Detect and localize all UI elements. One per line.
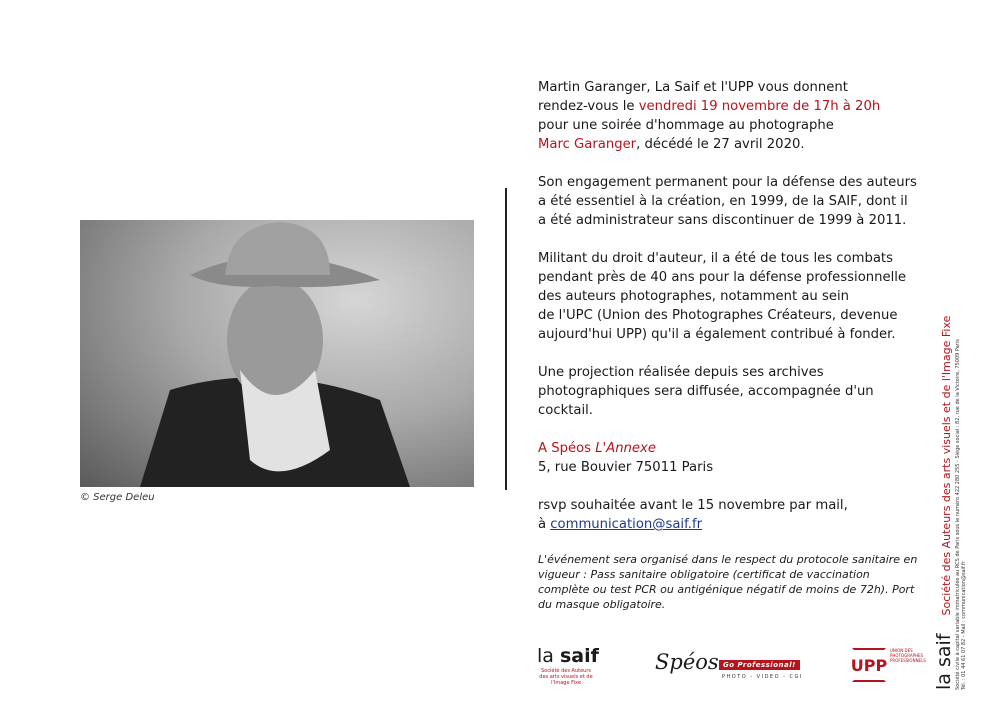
line: pendant près de 40 ans pour la défense professionnelle bbox=[538, 270, 907, 285]
footer-contact: Tél. : 01 44 61 07 82 - Mail : communication@saif.fr bbox=[961, 561, 967, 690]
intro-line: , décédé le 27 avril 2020. bbox=[636, 137, 805, 152]
divider bbox=[505, 188, 507, 490]
venue-name-italic: L'Annexe bbox=[595, 441, 656, 456]
speos-tagline: Go Professional! bbox=[719, 660, 800, 670]
intro-line: Martin Garanger, La Saif et l'UPP vous donnent bbox=[538, 80, 848, 95]
line: a été administrateur sans discontinuer de 1999 à 2011. bbox=[538, 213, 907, 228]
intro-line: rendez-vous le bbox=[538, 99, 639, 114]
line: aujourd'hui UPP) qu'il a également contribué à fonder. bbox=[538, 327, 896, 342]
rsvp-text: à bbox=[538, 517, 551, 532]
line: Militant du droit d'auteur, il a été de tous les combats bbox=[538, 251, 893, 266]
photographer-name: Marc Garanger bbox=[538, 137, 637, 152]
invitation-text bbox=[538, 78, 923, 553]
saif-logo bbox=[537, 645, 599, 686]
line: de l'UPC (Union des Photographes Créateurs, devenue bbox=[538, 308, 898, 323]
photo-credit: © Serge Deleu bbox=[80, 492, 155, 503]
portrait-photo bbox=[80, 220, 474, 487]
line: Une projection réalisée depuis ses archives bbox=[538, 365, 824, 380]
footer-vertical bbox=[933, 230, 967, 690]
venue bbox=[538, 439, 923, 477]
upp-logo: UPP bbox=[852, 648, 886, 682]
projection-paragraph bbox=[538, 363, 923, 420]
logo-text: saif bbox=[559, 645, 599, 667]
venue-address: 5, rue Bouvier 75011 Paris bbox=[538, 460, 714, 475]
intro-line: pour une soirée d'hommage au photographe bbox=[538, 118, 834, 133]
line: photographiques sera diffusée, accompagnée d'un bbox=[538, 384, 874, 399]
logo-text: la bbox=[537, 645, 560, 667]
speos-subtitle: PHOTO - VIDEO - CGI bbox=[722, 674, 803, 680]
footer-brand: la saif bbox=[933, 633, 955, 690]
militant-paragraph bbox=[538, 249, 923, 344]
upp-subtitle: UNION DES PHOTOGRAPHES PROFESSIONNELS bbox=[890, 648, 926, 663]
email-link[interactable]: communication@saif.fr bbox=[550, 517, 703, 532]
saif-subtitle: Société des Auteurs des arts visuels et de l'Image Fixe bbox=[539, 668, 593, 686]
rsvp bbox=[538, 496, 923, 534]
event-date: vendredi 19 novembre de 17h à 20h bbox=[638, 99, 881, 114]
footer-org-name: Société des Auteurs des arts visuels et de l'Image Fixe bbox=[940, 315, 953, 616]
venue-name: A Spéos bbox=[538, 441, 596, 456]
line: a été essentiel à la création, en 1999, de la SAIF, dont il bbox=[538, 194, 908, 209]
rsvp-text: rsvp souhaitée avant le 15 novembre par mail, bbox=[538, 498, 848, 513]
intro-paragraph bbox=[538, 78, 923, 154]
engagement-paragraph bbox=[538, 173, 923, 230]
line: Son engagement permanent pour la défense des auteurs bbox=[538, 175, 917, 190]
footer-legal: Société civile à capital variable immatriculée au RCS de Paris sous le numéro 422 280 255 - Siège social : 82, rue de la Victoire, 75009 Paris bbox=[955, 339, 961, 690]
speos-logo: Spéos bbox=[655, 650, 719, 674]
line: cocktail. bbox=[538, 403, 593, 418]
sanitary-notice: L'événement sera organisé dans le respect du protocole sanitaire en vigueur : Pass sanitaire obligatoire (certificat de vaccination complète ou test PCR ou antigénique négatif de moins de 72h). Port du masque obligatoire. bbox=[538, 553, 918, 611]
line: des auteurs photographes, notamment au sein bbox=[538, 289, 849, 304]
